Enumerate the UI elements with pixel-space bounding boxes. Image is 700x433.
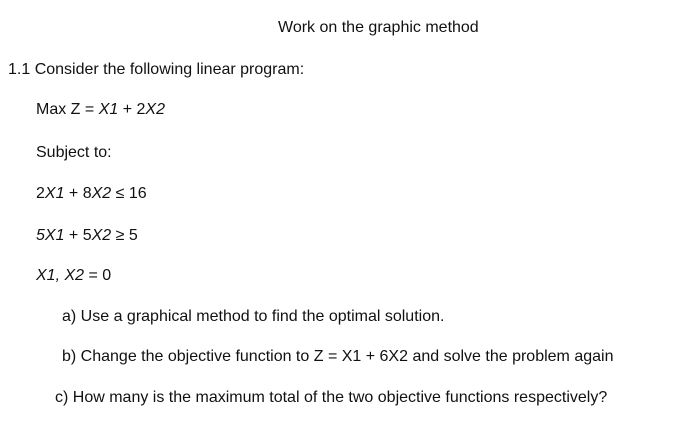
equation-segment: X2 [145,101,165,118]
document-title: Work on the graphic method [278,19,479,36]
equation-segment: ≤ 16 [111,185,147,202]
subject-to-label: Subject to: [36,144,112,161]
equation-segment: 5X1 [36,227,65,244]
equation-segment: X1 [44,185,65,202]
equation-segment: X1 [98,101,119,118]
equation-segment: ≥ 5 [111,227,138,244]
equation-segment: = 0 [84,267,112,284]
equation-segment: X1, X2 [36,267,85,284]
equation-segment: X2 [91,185,112,202]
equation-segment: + 5 [64,227,92,244]
part-c: c) How many is the maximum total of the two objective functions respectively? [55,389,608,406]
equation-segment: 2 [36,185,45,202]
part-b: b) Change the objective function to Z = X1 + 6X2 and solve the problem again [62,348,614,365]
equation-segment: X2 [91,227,112,244]
part-a: a) Use a graphical method to find the optimal solution. [62,308,445,325]
constraint-1 [36,184,147,204]
question-heading: 1.1 Consider the following linear program: [8,61,305,78]
objective-function [36,100,165,120]
equation-segment: + 2 [118,101,146,118]
constraint-nonnegativity [36,266,111,286]
constraint-2 [36,226,138,246]
equation-segment: + 8 [64,185,92,202]
equation-segment: Max Z = [36,101,99,118]
